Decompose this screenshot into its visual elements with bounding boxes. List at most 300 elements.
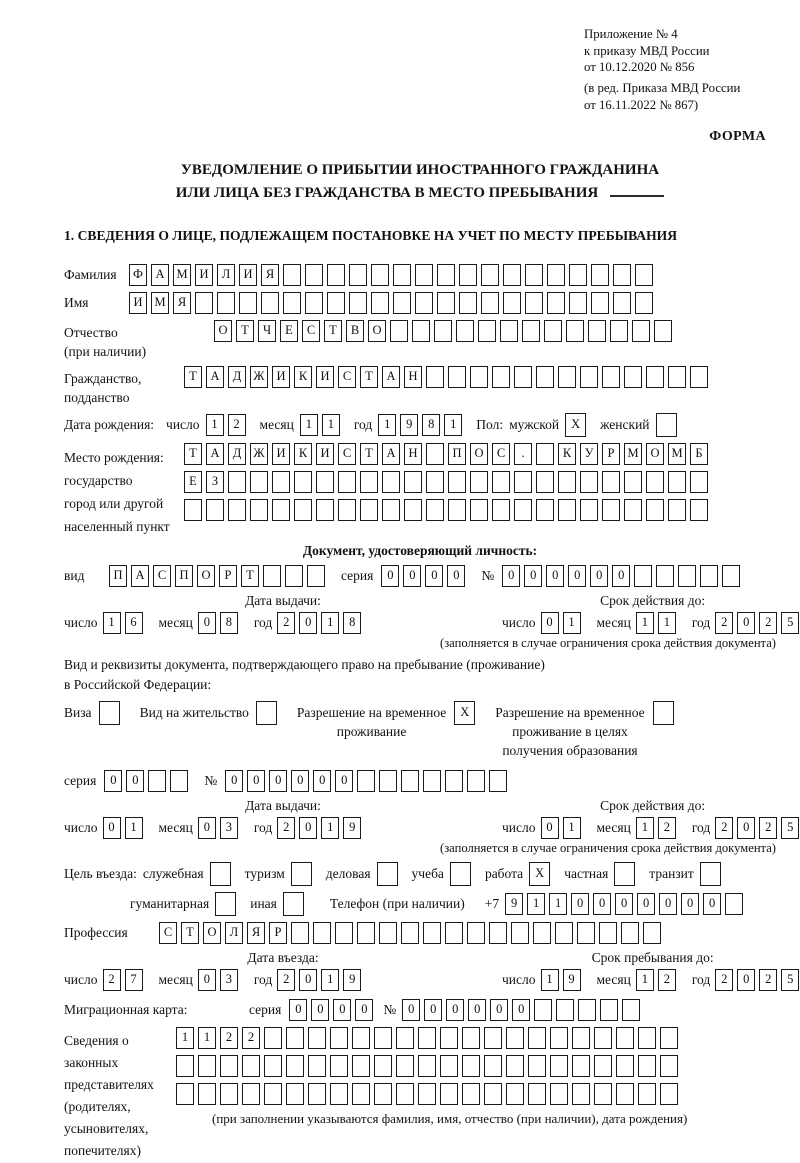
char-box [503,264,521,286]
char-box [294,471,312,493]
char-box [462,1083,480,1105]
purpose-tourism-label: туризм [244,865,285,881]
char-box: Н [404,443,422,465]
char-box: С [338,366,356,388]
char-box: 9 [343,969,361,991]
char-box: 2 [715,612,733,634]
char-box [374,1083,392,1105]
char-box: 2 [220,1027,238,1049]
id-doc-valid-header: Срок действия до: [600,592,706,608]
char-box [646,366,664,388]
char-box: П [175,565,193,587]
char-box: X [529,862,550,886]
char-box [305,292,323,314]
char-box: 0 [541,817,559,839]
char-box [307,565,325,587]
char-box [264,1083,282,1105]
char-box [725,893,743,915]
purpose-business-checkbox [377,862,402,886]
gender-female-label: женский [600,416,650,432]
char-box: Б [690,443,708,465]
char-box [484,1055,502,1077]
char-box [572,1027,590,1049]
entry-year-boxes [277,969,365,991]
char-box [377,862,398,886]
char-box [514,499,532,521]
char-box [426,471,444,493]
char-box: 0 [524,565,542,587]
char-box [283,264,301,286]
reference-line: к приказу МВД России [584,43,710,58]
char-box: К [294,443,312,465]
legal-representatives-label: Сведения о законных представителях (родителях, усыновителях, попечителях) [64,1032,154,1158]
legal-representatives-row1 [176,1027,687,1049]
char-box [616,1027,634,1049]
surname-boxes [129,264,657,286]
char-box [264,1055,282,1077]
issue-year-boxes [277,817,365,839]
valid-year-boxes [715,817,800,839]
char-box: А [382,443,400,465]
reference-edit-line: (в ред. Приказа МВД России [584,80,741,95]
char-box [285,565,303,587]
char-box: 1 [563,612,581,634]
char-box [678,565,696,587]
temp-permit-label: Разрешение на временное проживание [296,704,447,739]
purpose-official-checkbox [210,862,235,886]
char-box: 0 [333,999,351,1021]
char-box [338,499,356,521]
char-box: 1 [176,1027,194,1049]
char-box: 2 [759,969,777,991]
char-box [558,366,576,388]
char-box [544,320,562,342]
birth-place-label: Место рождения: государство город или другой населенный пункт [64,449,170,534]
char-box: А [131,565,149,587]
char-box: X [454,701,475,725]
char-box: 1 [321,817,339,839]
char-box [374,1055,392,1077]
char-box [602,499,620,521]
entry-month-label: месяц [158,971,193,987]
char-box [610,320,628,342]
char-box [352,1027,370,1049]
edu-permit-label: Разрешение на временное проживание в целях получения образования [495,704,645,758]
char-box [467,922,485,944]
char-box [250,471,268,493]
char-box [283,892,304,916]
char-box: И [239,264,257,286]
gender-female-checkbox [656,413,681,437]
char-box [404,499,422,521]
char-box [418,1083,436,1105]
char-box: С [338,443,356,465]
char-box: А [151,264,169,286]
char-box [382,499,400,521]
char-box [412,320,430,342]
char-box [415,264,433,286]
firstname-row [64,292,776,314]
char-box [456,320,474,342]
patronymic-boxes [214,320,676,342]
char-box: Р [602,443,620,465]
char-box: 0 [269,770,287,792]
char-box [437,292,455,314]
valid-day-boxes [541,817,585,839]
id-doc-valid-group [502,593,800,634]
visa-checkbox [99,701,124,725]
legal-representatives-box-rows [176,1027,687,1127]
valid-year-boxes [715,612,800,634]
char-box [215,892,236,916]
char-box: 0 [737,817,755,839]
char-box: О [470,443,488,465]
char-box: 1 [125,817,143,839]
form-reference-block [584,26,776,113]
char-box [506,1027,524,1049]
char-box: Я [173,292,191,314]
residence-series-label: серия [64,772,97,788]
char-box [327,292,345,314]
char-box [722,565,740,587]
char-box [484,1083,502,1105]
char-box: Т [360,443,378,465]
char-box: 2 [658,817,676,839]
char-box: 0 [247,770,265,792]
char-box [242,1083,260,1105]
reference-line: от 10.12.2020 № 856 [584,60,695,75]
char-box [308,1055,326,1077]
char-box: 0 [546,565,564,587]
char-box: 0 [311,999,329,1021]
birth-place-row2 [184,471,712,493]
char-box [459,264,477,286]
char-box: 0 [104,770,122,792]
char-box: X [565,413,586,437]
section1-title: 1. СВЕДЕНИЯ О ЛИЦЕ, ПОДЛЕЖАЩЕМ ПОСТАНОВКЕ НА УЧЕТ ПО МЕСТУ ПРЕБЫВАНИЯ [64,227,678,243]
reference-edit-line: от 16.11.2022 № 867) [584,97,699,112]
char-box: А [206,443,224,465]
char-box: 7 [125,969,143,991]
char-box [470,471,488,493]
char-box: 2 [759,817,777,839]
char-box [426,443,444,465]
char-box [602,366,620,388]
char-box [393,264,411,286]
issue-day-label: число [64,819,98,835]
char-box [558,471,576,493]
char-box [660,1027,678,1049]
residence-series-boxes [104,770,192,792]
visit-purpose-row1 [64,862,776,886]
char-box: С [492,443,510,465]
phone-label: Телефон (при наличии) [329,895,465,911]
valid-month-label: месяц [596,819,631,835]
char-box: 1 [378,414,396,436]
profession-label: Профессия [64,924,128,940]
char-box [198,1055,216,1077]
char-box [210,862,231,886]
char-box [594,1027,612,1049]
visa-option [64,701,124,725]
char-box: З [206,471,224,493]
char-box [440,1083,458,1105]
char-box [374,1027,392,1049]
stay-until-header: Срок пребывания до: [591,949,714,965]
gender-male-label: мужской [509,416,560,432]
char-box [286,1055,304,1077]
char-box [448,471,466,493]
char-box [654,320,672,342]
char-box [572,1055,590,1077]
birth-day-label: число [166,416,200,432]
id-doc-number-boxes [502,565,744,587]
char-box [481,264,499,286]
id-doc-type-boxes [109,565,329,587]
residence-valid-header: Срок действия до: [600,797,706,813]
char-box: 0 [335,770,353,792]
char-box [599,922,617,944]
char-box [371,264,389,286]
char-box: 0 [703,893,721,915]
char-box [634,565,652,587]
char-box: 0 [659,893,677,915]
birth-day-boxes [206,414,250,436]
char-box [550,1055,568,1077]
char-box: 0 [402,999,420,1021]
char-box: И [272,366,290,388]
char-box [514,366,532,388]
char-box: И [316,443,334,465]
form-title-line1: УВЕДОМЛЕНИЕ О ПРИБЫТИИ ИНОСТРАННОГО ГРАЖДАНИНА [180,162,660,179]
form-word-label: ФОРМА [709,129,766,145]
id-doc-issue-header: Дата выдачи: [245,592,321,608]
char-box: 0 [446,999,464,1021]
legal-representatives-note: (при заполнении указываются фамилия, имя, отчество (при наличии), дата рождения) [212,1110,688,1126]
char-box [514,471,532,493]
char-box [528,1055,546,1077]
char-box: П [109,565,127,587]
purpose-other-checkbox [283,892,308,916]
char-box [555,922,573,944]
char-box [602,471,620,493]
char-box: 2 [103,969,121,991]
char-box [614,862,635,886]
id-doc-type-label: вид [64,567,85,583]
char-box [426,499,444,521]
char-box: Ж [250,443,268,465]
char-box: 5 [781,817,799,839]
char-box: Я [261,264,279,286]
char-box: И [316,366,334,388]
char-box [418,1027,436,1049]
char-box: 0 [490,999,508,1021]
char-box [393,292,411,314]
char-box [176,1055,194,1077]
char-box [352,1083,370,1105]
char-box [632,320,650,342]
id-doc-series-boxes [381,565,469,587]
char-box: С [159,922,177,944]
char-box [305,264,323,286]
char-box [272,499,290,521]
legal-representatives-block [64,1027,776,1162]
char-box: 1 [658,612,676,634]
char-box: К [294,366,312,388]
char-box [437,264,455,286]
char-box [536,499,554,521]
char-box: Н [404,366,422,388]
char-box: 0 [299,969,317,991]
migration-number-label: № [383,1001,397,1017]
char-box: 0 [198,817,216,839]
char-box: 5 [781,969,799,991]
char-box: Л [217,264,235,286]
char-box: М [624,443,642,465]
birth-place-block [64,443,776,538]
entry-day-boxes [103,969,147,991]
residence-permit-checkbox [256,701,281,725]
profession-row [64,922,776,944]
char-box [418,1055,436,1077]
citizenship-boxes [184,366,712,388]
char-box [338,471,356,493]
char-box [228,471,246,493]
char-box [533,922,551,944]
char-box [415,292,433,314]
char-box [379,922,397,944]
char-box: 3 [220,969,238,991]
char-box: Р [219,565,237,587]
char-box [99,701,120,725]
migration-card-label: Миграционная карта: [64,1001,188,1017]
char-box [291,922,309,944]
legal-representatives-row3 [176,1083,687,1105]
residence-doc-line2: в Российской Федерации: [64,676,212,692]
char-box: О [197,565,215,587]
char-box [550,1027,568,1049]
char-box: С [302,320,320,342]
char-box [594,1055,612,1077]
char-box [690,499,708,521]
legal-representatives-row2 [176,1055,687,1077]
char-box [283,292,301,314]
char-box: Д [228,443,246,465]
residence-issue-header: Дата выдачи: [245,797,321,813]
char-box: 0 [615,893,633,915]
issue-day-label: число [64,614,98,630]
char-box: 0 [425,565,443,587]
id-doc-dates-row [64,592,794,634]
char-box [580,366,598,388]
char-box [690,366,708,388]
char-box: 9 [505,893,523,915]
char-box [481,292,499,314]
char-box [580,499,598,521]
char-box: 0 [737,612,755,634]
char-box: 0 [291,770,309,792]
purpose-humanitarian-checkbox [215,892,240,916]
migration-series-label: серия [249,1001,282,1017]
char-box [492,499,510,521]
phone-prefix: +7 [484,895,500,911]
char-box [448,499,466,521]
char-box [423,922,441,944]
char-box: 1 [321,969,339,991]
issue-year-label: год [253,614,273,630]
char-box [578,999,596,1021]
char-box: 0 [568,565,586,587]
surname-row [64,264,776,286]
residence-doc-options [64,701,776,760]
char-box [616,1055,634,1077]
reference-line: Приложение № 4 [584,27,678,41]
char-box: 0 [198,612,216,634]
birth-year-label: год [353,416,373,432]
char-box [349,292,367,314]
char-box [536,443,554,465]
char-box: 2 [759,612,777,634]
id-doc-number-label: № [481,567,495,583]
char-box [660,1083,678,1105]
char-box [206,499,224,521]
char-box [569,264,587,286]
char-box [313,922,331,944]
purpose-humanitarian-label: гуманитарная [130,895,210,911]
valid-year-label: год [691,614,711,630]
char-box [217,292,235,314]
char-box [638,1027,656,1049]
char-box [525,292,543,314]
char-box: Р [269,922,287,944]
char-box [357,770,375,792]
char-box: 1 [541,969,559,991]
char-box: Т [184,443,202,465]
char-box [500,320,518,342]
citizenship-label: Гражданство, подданство [64,370,142,405]
char-box [195,292,213,314]
char-box [643,922,661,944]
char-box: Ф [129,264,147,286]
char-box: . [514,443,532,465]
char-box: 2 [277,969,295,991]
char-box [700,862,721,886]
char-box: 1 [206,414,224,436]
char-box [291,862,312,886]
char-box [591,264,609,286]
char-box: 1 [300,414,318,436]
char-box [239,292,257,314]
phone-boxes [505,893,747,915]
visa-label: Виза [64,704,92,720]
residence-valid-note: (заполняется в случае ограничения срока действия документа) [440,840,776,855]
char-box [613,264,631,286]
stay-day-boxes [541,969,585,991]
char-box [184,499,202,521]
surname-label: Фамилия [64,266,117,282]
char-box: 1 [636,612,654,634]
char-box [600,999,618,1021]
char-box: Т [241,565,259,587]
char-box [660,1055,678,1077]
char-box: 1 [103,612,121,634]
entry-dates-row [64,949,794,991]
char-box [360,499,378,521]
char-box [690,471,708,493]
char-box: О [203,922,221,944]
char-box: 0 [637,893,655,915]
char-box: 0 [593,893,611,915]
